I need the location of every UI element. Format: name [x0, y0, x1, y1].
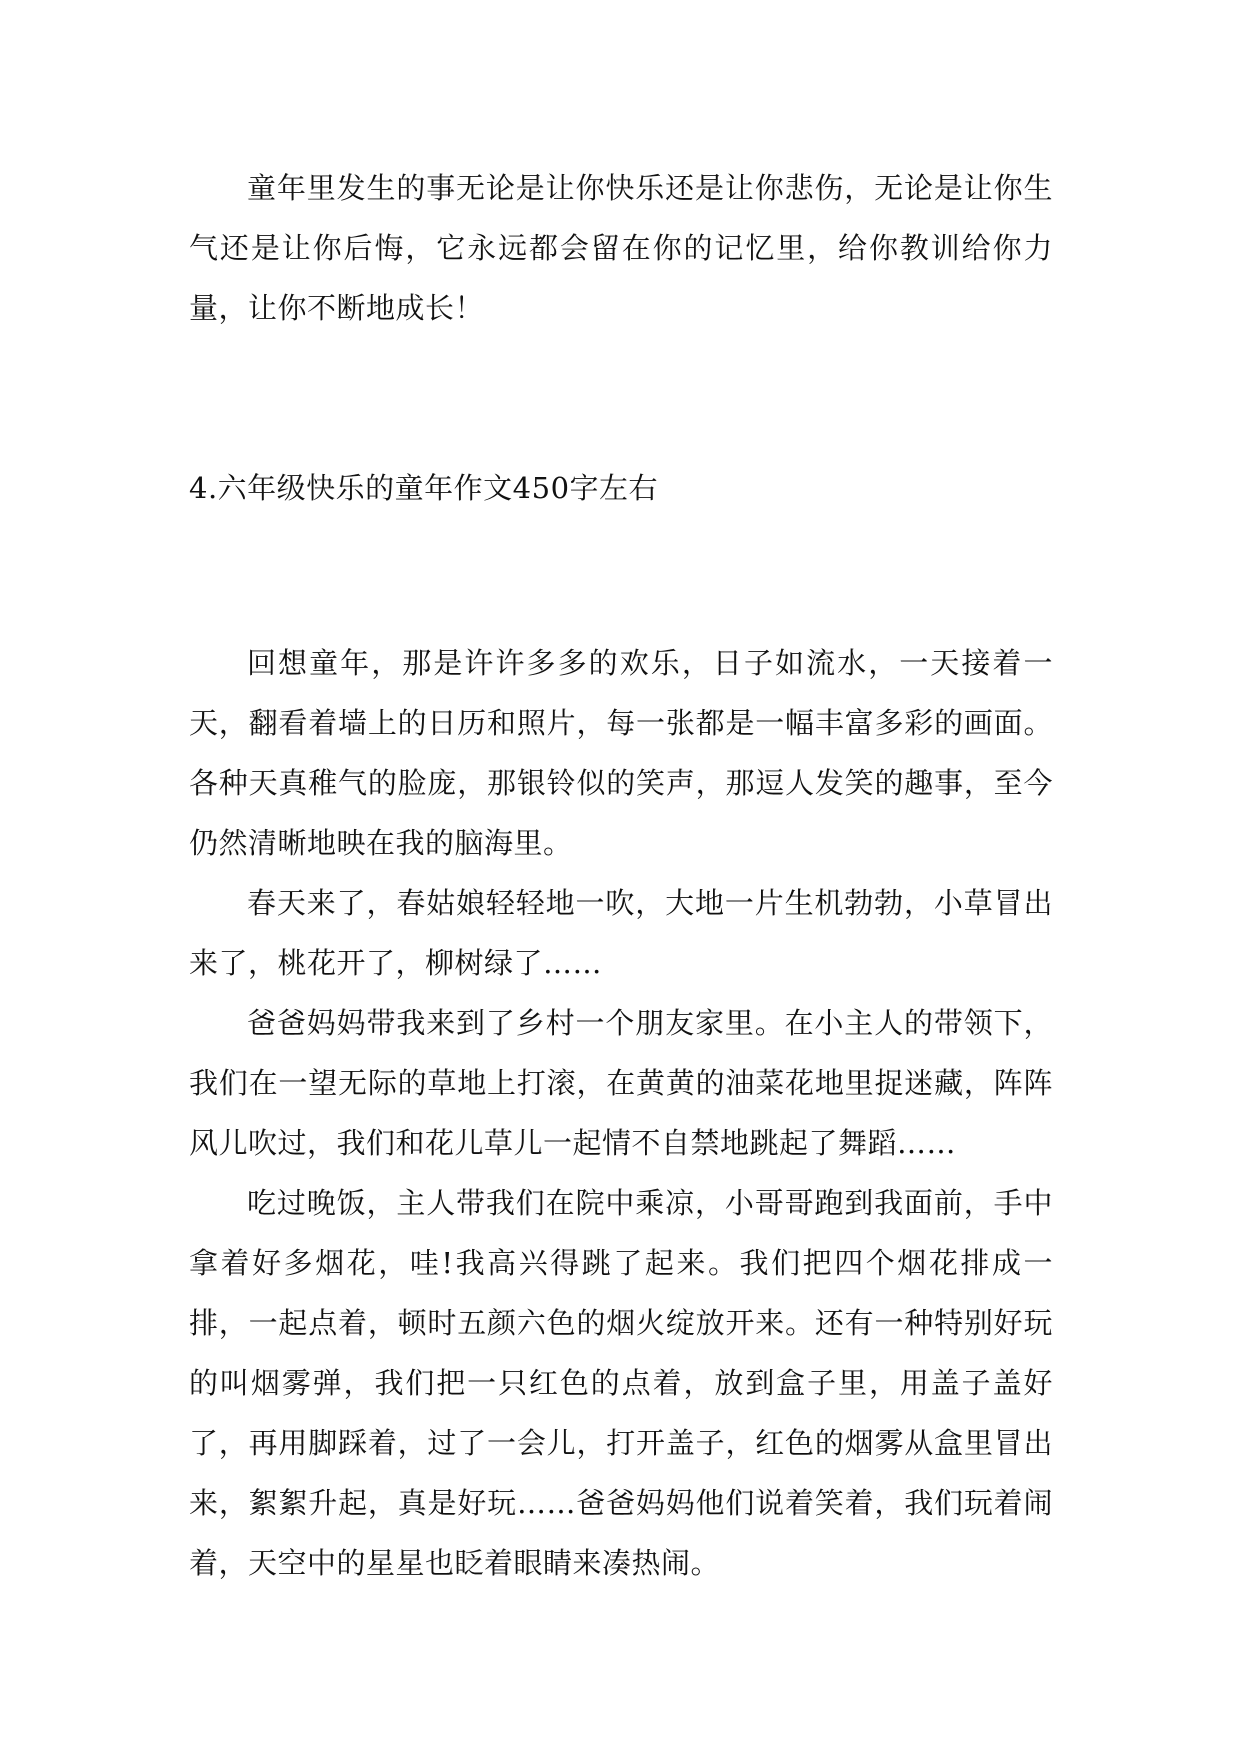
spacer	[189, 518, 1053, 633]
body-paragraph: 回想童年，那是许许多多的欢乐，日子如流水，一天接着一天，翻看着墙上的日历和照片，每一张都是一幅丰富多彩的画面。各种天真稚气的脸庞，那银铃似的笑声，那逗人发笑的趣事，至今仍然清晰地映在我的脑海里。	[189, 646, 1053, 860]
spacer	[189, 338, 1053, 458]
body-paragraph: 吃过晚饭，主人带我们在院中乘凉，小哥哥跑到我面前，手中拿着好多烟花，哇!我高兴得跳了起来。我们把四个烟花排成一排，一起点着，顿时五颜六色的烟火绽放开来。还有一种特别好玩的叫烟雾弹，我们把一只红色的点着，放到盒子里，用盖子盖好了，再用脚踩着，过了一会儿，打开盖子，红色的烟雾从盒里冒出来，絮絮升起，真是好玩……爸爸妈妈他们说着笑着，我们玩着闹着，天空中的星星也眨着眼睛来凑热闹。	[189, 1186, 1053, 1580]
body-paragraph: 爸爸妈妈带我来到了乡村一个朋友家里。在小主人的带领下，我们在一望无际的草地上打滚，在黄黄的油菜花地里捉迷藏，阵阵风儿吹过，我们和花儿草儿一起情不自禁地跳起了舞蹈……	[189, 1006, 1053, 1160]
body-paragraph: 春天来了，春姑娘轻轻地一吹，大地一片生机勃勃，小草冒出来了，桃花开了，柳树绿了……	[189, 886, 1053, 980]
document-body	[189, 158, 1053, 1593]
intro-paragraph: 童年里发生的事无论是让你快乐还是让你悲伤，无论是让你生气还是让你后悔，它永远都会留在你的记忆里，给你教训给你力量，让你不断地成长！	[189, 171, 1053, 325]
section-heading: 4.六年级快乐的童年作文450字左右	[189, 471, 659, 505]
